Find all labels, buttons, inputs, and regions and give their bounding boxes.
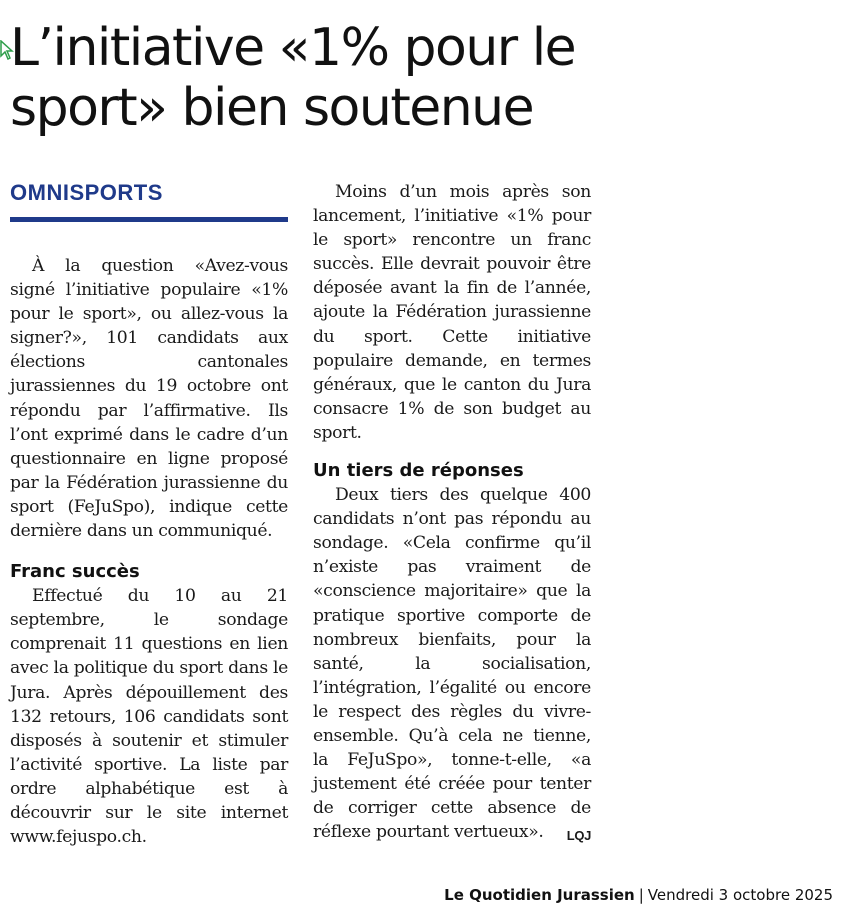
- article-column-right: [313, 180, 591, 848]
- article-headline: L’initiative «1% pour le sport» bien soutenue: [10, 18, 576, 138]
- article-column-left: [10, 254, 288, 849]
- section-rubric: OMNISPORTS: [10, 180, 163, 205]
- page-footer: [444, 886, 833, 904]
- publication-date: Vendredi 3 octobre 2025: [647, 886, 833, 904]
- author-signature: LQJ: [566, 828, 591, 844]
- body-paragraph-4-text: Deux tiers des quelque 400 candidats n’ont pas répondu au sondage. «Cela confirme qu’il n’existe pas vraiment de «conscience majoritaire» que la pratique sportive comporte de nombreux bienfaits, pour la santé, la socialisation, l’intégration, l’égalité ou encore le respect des règles du vivre-ensemble. Qu’à cela ne tienne, la FeJuSpo», tonne-t-elle, «a justement été créée pour tenter de corriger cette absence de réflexe pourtant vertueux».: [313, 485, 591, 843]
- footer-separator: |: [638, 886, 644, 904]
- body-paragraph-2: Effectué du 10 au 21 septembre, le sondage comprenait 11 questions en lien avec la politique du sport dans le Jura. Après dépouillement des 132 retours, 106 candidats sont disposés à soutenir et stimuler l’activité sportive. La liste par ordre alphabétique est à découvrir sur le site internet www.fejuspo.ch.: [10, 586, 288, 848]
- subheading-un-tiers: Un tiers de réponses: [313, 460, 524, 482]
- intro-paragraph: À la question «Avez-vous signé l’initiative populaire «1% pour le sport», ou allez-vous la signer?», 101 candidats aux élections cantonales jurassiennes du 19 octobre ont répondu par l’affirmative. Ils l’ont exprimé dans le cadre d’un questionnaire en ligne proposé par la Fédération jurassienne du sport (FeJuSpo), indique cette dernière dans un communiqué.: [10, 256, 288, 542]
- rubric-underline: [10, 217, 288, 222]
- body-paragraph-3: Moins d’un mois après son lancement, l’initiative «1% pour le sport» rencontre un franc succès. Elle devrait pouvoir être déposée avant la fin de l’année, ajoute la Fédération jurassienne du sport. Cette initiative populaire demande, en termes généraux, que le canton du Jura consacre 1% de son budget au sport.: [313, 182, 591, 443]
- subheading-franc-succes: Franc succès: [10, 561, 140, 583]
- body-paragraph-4: [313, 483, 591, 844]
- publication-name: Le Quotidien Jurassien: [444, 886, 635, 904]
